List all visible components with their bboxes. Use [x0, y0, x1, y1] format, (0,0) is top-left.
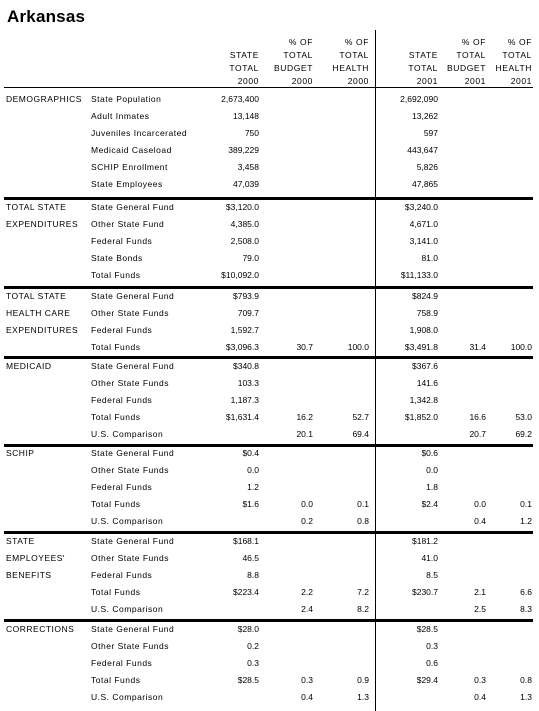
column-header-line: % OF — [507, 37, 532, 47]
table-cell: 2.2 — [301, 587, 313, 597]
table-cell: $824.9 — [412, 291, 438, 301]
table-cell: 0.0 — [301, 499, 313, 509]
section-label: SCHIP — [6, 448, 35, 458]
row-label: State Employees — [91, 179, 163, 189]
table-row — [0, 253, 539, 270]
table-cell: 2.5 — [474, 604, 486, 614]
column-header — [472, 30, 532, 86]
table-cell: 0.9 — [357, 675, 369, 685]
table-cell: 0.3 — [474, 675, 486, 685]
table-cell: 1.2 — [520, 516, 532, 526]
table-cell: 7.2 — [357, 587, 369, 597]
table-cell: 0.8 — [357, 516, 369, 526]
row-label: Other State Fund — [91, 219, 165, 229]
row-label: State General Fund — [91, 361, 175, 371]
table-row — [0, 553, 539, 570]
section-label: DEMOGRAPHICS — [6, 94, 82, 104]
column-header-line: HEALTH — [495, 63, 532, 73]
table-cell: 0.2 — [301, 516, 313, 526]
row-label: Total Funds — [91, 342, 141, 352]
table-cell: 1.3 — [357, 692, 369, 702]
section-label: CORRECTIONS — [6, 624, 75, 634]
table-cell: $28.0 — [237, 624, 259, 634]
table-cell: $10,092.0 — [221, 270, 259, 280]
table-row — [0, 325, 539, 342]
column-header-line: TOTAL — [283, 50, 313, 60]
table-cell: 20.7 — [469, 429, 486, 439]
table-cell: 8.2 — [357, 604, 369, 614]
table-row — [0, 587, 539, 604]
table-cell: 47,039 — [233, 179, 259, 189]
column-header-line: 2000 — [291, 76, 313, 86]
table-cell: 0.1 — [357, 499, 369, 509]
row-label: Total Funds — [91, 499, 141, 509]
table-cell: 0.2 — [247, 641, 259, 651]
table-row — [0, 570, 539, 587]
table-cell: 3,141.0 — [409, 236, 438, 246]
table-cell: 5,826 — [416, 162, 438, 172]
column-header-line: TOTAL — [229, 63, 259, 73]
table-cell: $1,631.4 — [225, 412, 259, 422]
column-header-line: % OF — [344, 37, 369, 47]
table-cell: $3,240.0 — [404, 202, 438, 212]
row-label: State General Fund — [91, 291, 175, 301]
row-label: Other State Funds — [91, 465, 169, 475]
table-cell: 709.7 — [237, 308, 259, 318]
table-cell: 1.8 — [426, 482, 438, 492]
row-label: State Bonds — [91, 253, 143, 263]
table-cell: 79.0 — [242, 253, 259, 263]
table-cell: $28.5 — [237, 675, 259, 685]
table-cell: 2.1 — [474, 587, 486, 597]
table-cell: 0.8 — [520, 675, 532, 685]
table-row — [0, 128, 539, 145]
table-cell: 100.0 — [347, 342, 369, 352]
table-cell: 53.0 — [515, 412, 532, 422]
table-row — [0, 145, 539, 162]
row-label: Federal Funds — [91, 395, 153, 405]
table-row — [0, 675, 539, 692]
header-rule — [4, 87, 533, 88]
table-cell: 4,671.0 — [409, 219, 438, 229]
table-row — [0, 162, 539, 179]
table-cell: 1,592.7 — [230, 325, 259, 335]
column-header — [253, 30, 313, 86]
table-row — [0, 482, 539, 499]
table-cell: 20.1 — [296, 429, 313, 439]
table-cell: $28.5 — [416, 624, 438, 634]
column-header-line: TOTAL — [339, 50, 369, 60]
table-cell: 31.4 — [469, 342, 486, 352]
column-header-line: 2001 — [510, 76, 532, 86]
column-header-line: 2001 — [416, 76, 438, 86]
row-label: U.S. Comparison — [91, 429, 164, 439]
section-label: MEDICAID — [6, 361, 52, 371]
table-cell: 0.6 — [426, 658, 438, 668]
table-cell: 3,458 — [237, 162, 259, 172]
table-row — [0, 624, 539, 641]
table-row — [0, 604, 539, 621]
table-cell: 0.0 — [474, 499, 486, 509]
section-label: BENEFITS — [6, 570, 52, 580]
row-label: Other State Funds — [91, 553, 169, 563]
column-header — [199, 30, 259, 86]
column-header-line: TOTAL — [408, 63, 438, 73]
table-cell: 0.3 — [426, 641, 438, 651]
column-header-line: % OF — [461, 37, 486, 47]
table-cell: 16.2 — [296, 412, 313, 422]
table-cell: 443,647 — [407, 145, 438, 155]
table-cell: $0.6 — [421, 448, 438, 458]
column-header-line: BUDGET — [446, 63, 486, 73]
table-cell: $29.4 — [416, 675, 438, 685]
row-label: Adult Inmates — [91, 111, 150, 121]
section-label: TOTAL STATE — [6, 291, 67, 301]
table-cell: 13,148 — [233, 111, 259, 121]
section-label: HEALTH CARE — [6, 308, 71, 318]
row-label: U.S. Comparison — [91, 692, 164, 702]
table-cell: 8.8 — [247, 570, 259, 580]
table-row — [0, 270, 539, 287]
column-header — [309, 30, 369, 86]
table-row — [0, 219, 539, 236]
table-row — [0, 412, 539, 429]
table-cell: 1,187.3 — [230, 395, 259, 405]
table-cell: 0.4 — [474, 516, 486, 526]
table-cell: 2,508.0 — [230, 236, 259, 246]
table-cell: 1.2 — [247, 482, 259, 492]
table-row — [0, 516, 539, 533]
row-label: Federal Funds — [91, 570, 153, 580]
row-label: State General Fund — [91, 536, 175, 546]
table-cell: 758.9 — [416, 308, 438, 318]
table-cell: $230.7 — [412, 587, 438, 597]
table-cell: $340.8 — [233, 361, 259, 371]
table-cell: $1,852.0 — [404, 412, 438, 422]
table-row — [0, 361, 539, 378]
column-header-line: TOTAL — [456, 50, 486, 60]
column-header-line: STATE — [229, 50, 259, 60]
row-label: SCHIP Enrollment — [91, 162, 168, 172]
table-cell: 8.5 — [426, 570, 438, 580]
row-label: U.S. Comparison — [91, 516, 164, 526]
table-cell: 103.3 — [237, 378, 259, 388]
section-label: EXPENDITURES — [6, 325, 79, 335]
row-label: State General Fund — [91, 624, 175, 634]
row-label: Other State Funds — [91, 641, 169, 651]
table-cell: 4,385.0 — [230, 219, 259, 229]
table-row — [0, 465, 539, 482]
row-label: State General Fund — [91, 448, 175, 458]
table-cell: $793.9 — [233, 291, 259, 301]
table-row — [0, 342, 539, 359]
table-row — [0, 202, 539, 219]
table-cell: 0.0 — [247, 465, 259, 475]
table-cell: $3,491.8 — [404, 342, 438, 352]
table-cell: 750 — [244, 128, 259, 138]
table-cell: $11,133.0 — [400, 270, 438, 280]
table-header — [0, 30, 539, 86]
table-cell: 69.4 — [352, 429, 369, 439]
table-cell: 1,908.0 — [409, 325, 438, 335]
table-cell: 6.6 — [520, 587, 532, 597]
table-cell: $181.2 — [412, 536, 438, 546]
table-cell: 100.0 — [510, 342, 532, 352]
section-label: EMPLOYEES' — [6, 553, 66, 563]
table-row — [0, 179, 539, 196]
table-row — [0, 429, 539, 446]
table-row — [0, 395, 539, 412]
table-cell: $168.1 — [233, 536, 259, 546]
table-row — [0, 658, 539, 675]
table-row — [0, 308, 539, 325]
row-label: Other State Funds — [91, 308, 169, 318]
table-cell: 0.3 — [247, 658, 259, 668]
table-cell: 0.1 — [520, 499, 532, 509]
row-label: U.S. Comparison — [91, 604, 164, 614]
row-label: Total Funds — [91, 675, 141, 685]
row-label: Total Funds — [91, 270, 141, 280]
table-cell: 2.4 — [301, 604, 313, 614]
table-row — [0, 536, 539, 553]
column-header-line: HEALTH — [332, 63, 369, 73]
table-row — [0, 378, 539, 395]
table-cell: 16.6 — [469, 412, 486, 422]
table-cell: $367.6 — [412, 361, 438, 371]
section-label: EXPENDITURES — [6, 219, 79, 229]
table-cell: 2,692,090 — [400, 94, 438, 104]
table-cell: $223.4 — [233, 587, 259, 597]
table-cell: $3,096.3 — [225, 342, 259, 352]
row-label: Federal Funds — [91, 658, 153, 668]
row-label: Juveniles Incarcerated — [91, 128, 188, 138]
row-label: Federal Funds — [91, 325, 153, 335]
table-cell: 13,262 — [412, 111, 438, 121]
table-row — [0, 692, 539, 709]
row-label: Total Funds — [91, 587, 141, 597]
section-label: STATE — [6, 536, 35, 546]
table-cell: $3,120.0 — [225, 202, 259, 212]
table-cell: 47,865 — [412, 179, 438, 189]
table-cell: 1,342.8 — [409, 395, 438, 405]
page-title: Arkansas — [7, 7, 86, 26]
table-row — [0, 111, 539, 128]
table-cell: 41.0 — [421, 553, 438, 563]
table-row — [0, 236, 539, 253]
row-label: Total Funds — [91, 412, 141, 422]
table-cell: 141.6 — [416, 378, 438, 388]
row-label: State General Fund — [91, 202, 175, 212]
table-cell: 0.4 — [474, 692, 486, 702]
section-label: TOTAL STATE — [6, 202, 67, 212]
table-cell: 0.0 — [426, 465, 438, 475]
table-cell: $2.4 — [421, 499, 438, 509]
table-cell: 52.7 — [352, 412, 369, 422]
table-cell: 2,673,400 — [221, 94, 259, 104]
table-row — [0, 499, 539, 516]
table-cell: 81.0 — [421, 253, 438, 263]
table-row — [0, 448, 539, 465]
column-header-line: % OF — [288, 37, 313, 47]
table-cell: 389,229 — [228, 145, 259, 155]
table-cell: $1.6 — [242, 499, 259, 509]
table-cell: 0.4 — [301, 692, 313, 702]
section-rule — [4, 197, 533, 200]
table-cell: $0.4 — [242, 448, 259, 458]
table-cell: 69.2 — [515, 429, 532, 439]
table-cell: 1.3 — [520, 692, 532, 702]
column-header-line: 2000 — [237, 76, 259, 86]
row-label: Other State Funds — [91, 378, 169, 388]
table-cell: 8.3 — [520, 604, 532, 614]
row-label: State Population — [91, 94, 162, 104]
column-header-line: TOTAL — [502, 50, 532, 60]
row-label: Federal Funds — [91, 236, 153, 246]
column-header-line: BUDGET — [273, 63, 313, 73]
table-row — [0, 94, 539, 111]
row-label: Medicaid Caseload — [91, 145, 172, 155]
row-label: Federal Funds — [91, 482, 153, 492]
table-row — [0, 291, 539, 308]
table-cell: 597 — [423, 128, 438, 138]
column-header-line: 2000 — [347, 76, 369, 86]
table-cell: 0.3 — [301, 675, 313, 685]
column-header-line: 2001 — [464, 76, 486, 86]
table-row — [0, 641, 539, 658]
table-cell: 30.7 — [296, 342, 313, 352]
table-cell: 46.5 — [242, 553, 259, 563]
column-header-line: STATE — [408, 50, 438, 60]
